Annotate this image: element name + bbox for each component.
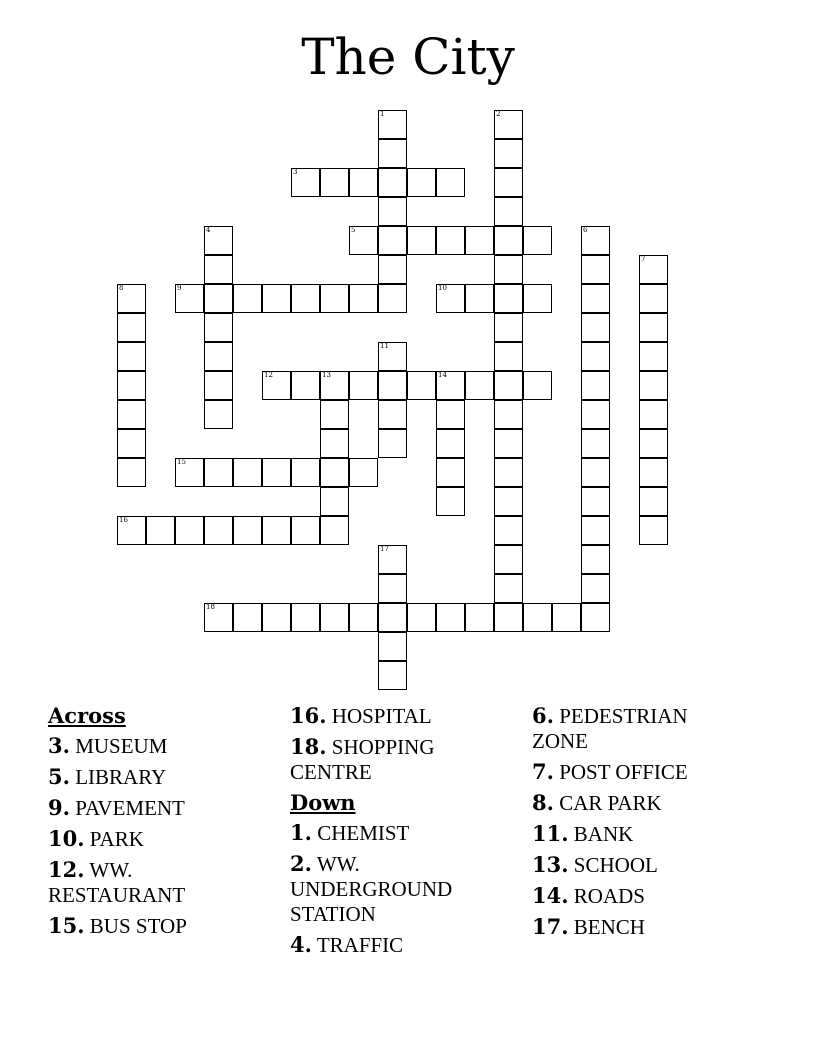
grid-cell[interactable]	[407, 168, 436, 197]
cell-number: 5	[351, 226, 356, 234]
cell-number: 10	[438, 284, 447, 292]
grid-cell[interactable]	[378, 429, 407, 458]
grid-cell[interactable]	[378, 603, 407, 632]
grid-cell[interactable]	[552, 603, 581, 632]
grid-cell[interactable]	[175, 284, 204, 313]
clue-across: 16. HOSPITAL	[290, 703, 432, 728]
grid-cell[interactable]	[465, 226, 494, 255]
grid-cell[interactable]	[494, 197, 523, 226]
grid-cell[interactable]	[117, 400, 146, 429]
cell-number: 11	[380, 342, 389, 350]
grid-cell[interactable]	[581, 429, 610, 458]
cell-number: 1	[380, 110, 385, 118]
grid-cell[interactable]	[436, 458, 465, 487]
grid-cell[interactable]	[349, 603, 378, 632]
grid-cell[interactable]	[262, 516, 291, 545]
clue-column-2	[290, 703, 525, 963]
grid-cell[interactable]	[378, 197, 407, 226]
cell-number: 18	[206, 603, 215, 611]
grid-cell[interactable]	[320, 516, 349, 545]
grid-cell[interactable]	[494, 574, 523, 603]
grid-cell[interactable]	[175, 516, 204, 545]
grid-cell[interactable]	[494, 371, 523, 400]
grid-cell[interactable]	[262, 284, 291, 313]
grid-cell[interactable]	[436, 603, 465, 632]
page-title: The City	[301, 28, 515, 86]
cell-number: 2	[496, 110, 501, 118]
grid-cell[interactable]	[204, 226, 233, 255]
clue-column-1	[48, 703, 283, 944]
grid-cell[interactable]	[494, 545, 523, 574]
grid-cell[interactable]	[146, 516, 175, 545]
grid-cell[interactable]	[117, 313, 146, 342]
clue-down: 17. BENCH	[532, 914, 645, 939]
grid-cell[interactable]	[204, 284, 233, 313]
grid-cell[interactable]	[117, 342, 146, 371]
grid-cell[interactable]	[523, 284, 552, 313]
grid-cell[interactable]	[494, 487, 523, 516]
grid-cell[interactable]	[291, 516, 320, 545]
grid-cell[interactable]	[320, 487, 349, 516]
grid-cell[interactable]	[494, 226, 523, 255]
grid-cell[interactable]	[465, 284, 494, 313]
cell-number: 3	[293, 168, 298, 176]
clue-down: 6. PEDESTRIAN ZONE	[532, 703, 688, 753]
grid-cell[interactable]	[117, 371, 146, 400]
grid-cell[interactable]	[581, 603, 610, 632]
grid-cell[interactable]	[320, 458, 349, 487]
cell-number: 14	[438, 371, 447, 379]
grid-cell[interactable]	[639, 429, 668, 458]
grid-cell[interactable]	[494, 603, 523, 632]
grid-cell[interactable]	[233, 458, 262, 487]
grid-cell[interactable]	[262, 371, 291, 400]
grid-cell[interactable]	[436, 226, 465, 255]
grid-cell[interactable]	[320, 284, 349, 313]
grid-cell[interactable]	[117, 516, 146, 545]
grid-cell[interactable]	[204, 342, 233, 371]
grid-cell[interactable]	[349, 168, 378, 197]
grid-cell[interactable]	[204, 313, 233, 342]
grid-cell[interactable]	[436, 400, 465, 429]
grid-cell[interactable]	[349, 226, 378, 255]
grid-cell[interactable]	[378, 545, 407, 574]
grid-cell[interactable]	[436, 168, 465, 197]
clue-across: 18. SHOPPING CENTRE	[290, 734, 435, 784]
clue-down: 8. CAR PARK	[532, 790, 662, 815]
grid-cell[interactable]	[291, 603, 320, 632]
grid-cell[interactable]	[639, 400, 668, 429]
cell-number: 9	[177, 284, 182, 292]
clue-across: 12. WW. RESTAURANT	[48, 857, 186, 907]
clue-down: 4. TRAFFIC	[290, 932, 404, 957]
grid-cell[interactable]	[291, 284, 320, 313]
grid-cell[interactable]	[378, 661, 407, 690]
clue-down: 14. ROADS	[532, 883, 645, 908]
grid-cell[interactable]	[204, 400, 233, 429]
grid-cell[interactable]	[378, 168, 407, 197]
clue-down: 7. POST OFFICE	[532, 759, 688, 784]
grid-cell[interactable]	[639, 255, 668, 284]
grid-cell[interactable]	[639, 458, 668, 487]
grid-cell[interactable]	[407, 371, 436, 400]
grid-cell[interactable]	[291, 168, 320, 197]
grid-cell[interactable]	[436, 284, 465, 313]
clue-column-3	[532, 703, 767, 945]
grid-cell[interactable]	[436, 487, 465, 516]
grid-cell[interactable]	[523, 603, 552, 632]
clue-across: 15. BUS STOP	[48, 913, 187, 938]
grid-cell[interactable]	[494, 110, 523, 139]
grid-cell[interactable]	[407, 226, 436, 255]
grid-cell[interactable]	[494, 429, 523, 458]
grid-cell[interactable]	[320, 168, 349, 197]
grid-cell[interactable]	[233, 603, 262, 632]
grid-cell[interactable]	[436, 371, 465, 400]
grid-cell[interactable]	[320, 429, 349, 458]
cell-number: 16	[119, 516, 128, 524]
grid-cell[interactable]	[639, 284, 668, 313]
across-heading: Across	[48, 703, 126, 728]
grid-cell[interactable]	[349, 371, 378, 400]
grid-cell[interactable]	[465, 603, 494, 632]
clue-across: 10. PARK	[48, 826, 144, 851]
grid-cell[interactable]	[204, 603, 233, 632]
grid-cell[interactable]	[117, 429, 146, 458]
grid-cell[interactable]	[639, 342, 668, 371]
grid-cell[interactable]	[581, 458, 610, 487]
grid-cell[interactable]	[581, 313, 610, 342]
grid-cell[interactable]	[494, 168, 523, 197]
cell-number: 8	[119, 284, 124, 292]
clue-down: 1. CHEMIST	[290, 820, 410, 845]
cell-number: 7	[641, 255, 646, 263]
grid-cell[interactable]	[349, 458, 378, 487]
grid-cell[interactable]	[117, 284, 146, 313]
grid-cell[interactable]	[581, 371, 610, 400]
grid-cell[interactable]	[320, 371, 349, 400]
grid-cell[interactable]	[581, 545, 610, 574]
grid-cell[interactable]	[523, 226, 552, 255]
grid-cell[interactable]	[494, 284, 523, 313]
grid-cell[interactable]	[291, 458, 320, 487]
grid-cell[interactable]	[581, 516, 610, 545]
grid-cell[interactable]	[465, 371, 494, 400]
cell-number: 4	[206, 226, 211, 234]
grid-cell[interactable]	[523, 371, 552, 400]
grid-cell[interactable]	[378, 400, 407, 429]
grid-cell[interactable]	[378, 110, 407, 139]
clue-down: 11. BANK	[532, 821, 634, 846]
grid-cell[interactable]	[204, 371, 233, 400]
grid-cell[interactable]	[378, 139, 407, 168]
grid-cell[interactable]	[291, 371, 320, 400]
grid-cell[interactable]	[378, 632, 407, 661]
grid-cell[interactable]	[494, 139, 523, 168]
grid-cell[interactable]	[639, 487, 668, 516]
cell-number: 13	[322, 371, 331, 379]
grid-cell[interactable]	[581, 255, 610, 284]
grid-cell[interactable]	[320, 603, 349, 632]
grid-cell[interactable]	[436, 429, 465, 458]
cell-number: 12	[264, 371, 273, 379]
grid-cell[interactable]	[378, 574, 407, 603]
grid-cell[interactable]	[639, 516, 668, 545]
grid-cell[interactable]	[378, 371, 407, 400]
grid-cell[interactable]	[204, 255, 233, 284]
grid-cell[interactable]	[494, 255, 523, 284]
grid-cell[interactable]	[581, 226, 610, 255]
grid-cell[interactable]	[581, 342, 610, 371]
grid-cell[interactable]	[378, 284, 407, 313]
grid-cell[interactable]	[204, 516, 233, 545]
grid-cell[interactable]	[494, 342, 523, 371]
clue-across: 5. LIBRARY	[48, 764, 167, 789]
clue-down: 2. WW. UNDERGROUND STATION	[290, 851, 453, 926]
clue-across: 9. PAVEMENT	[48, 795, 185, 820]
grid-cell[interactable]	[233, 516, 262, 545]
down-heading: Down	[290, 790, 356, 815]
grid-cell[interactable]	[233, 284, 262, 313]
grid-cell[interactable]	[204, 458, 233, 487]
cell-number: 15	[177, 458, 186, 466]
grid-cell[interactable]	[639, 371, 668, 400]
grid-cell[interactable]	[378, 342, 407, 371]
grid-cell[interactable]	[494, 400, 523, 429]
grid-cell[interactable]	[494, 313, 523, 342]
grid-cell[interactable]	[581, 487, 610, 516]
grid-cell[interactable]	[262, 603, 291, 632]
grid-cell[interactable]	[494, 516, 523, 545]
cell-number: 17	[380, 545, 389, 553]
grid-cell[interactable]	[117, 458, 146, 487]
cell-number: 6	[583, 226, 588, 234]
grid-cell[interactable]	[494, 458, 523, 487]
clue-down: 13. SCHOOL	[532, 852, 658, 877]
grid-cell[interactable]	[407, 603, 436, 632]
grid-cell[interactable]	[262, 458, 291, 487]
grid-cell[interactable]	[320, 400, 349, 429]
grid-cell[interactable]	[639, 313, 668, 342]
grid-cell[interactable]	[581, 400, 610, 429]
grid-cell[interactable]	[175, 458, 204, 487]
grid-cell[interactable]	[581, 284, 610, 313]
grid-cell[interactable]	[378, 255, 407, 284]
clue-across: 3. MUSEUM	[48, 733, 168, 758]
grid-cell[interactable]	[581, 574, 610, 603]
grid-cell[interactable]	[349, 284, 378, 313]
grid-cell[interactable]	[378, 226, 407, 255]
